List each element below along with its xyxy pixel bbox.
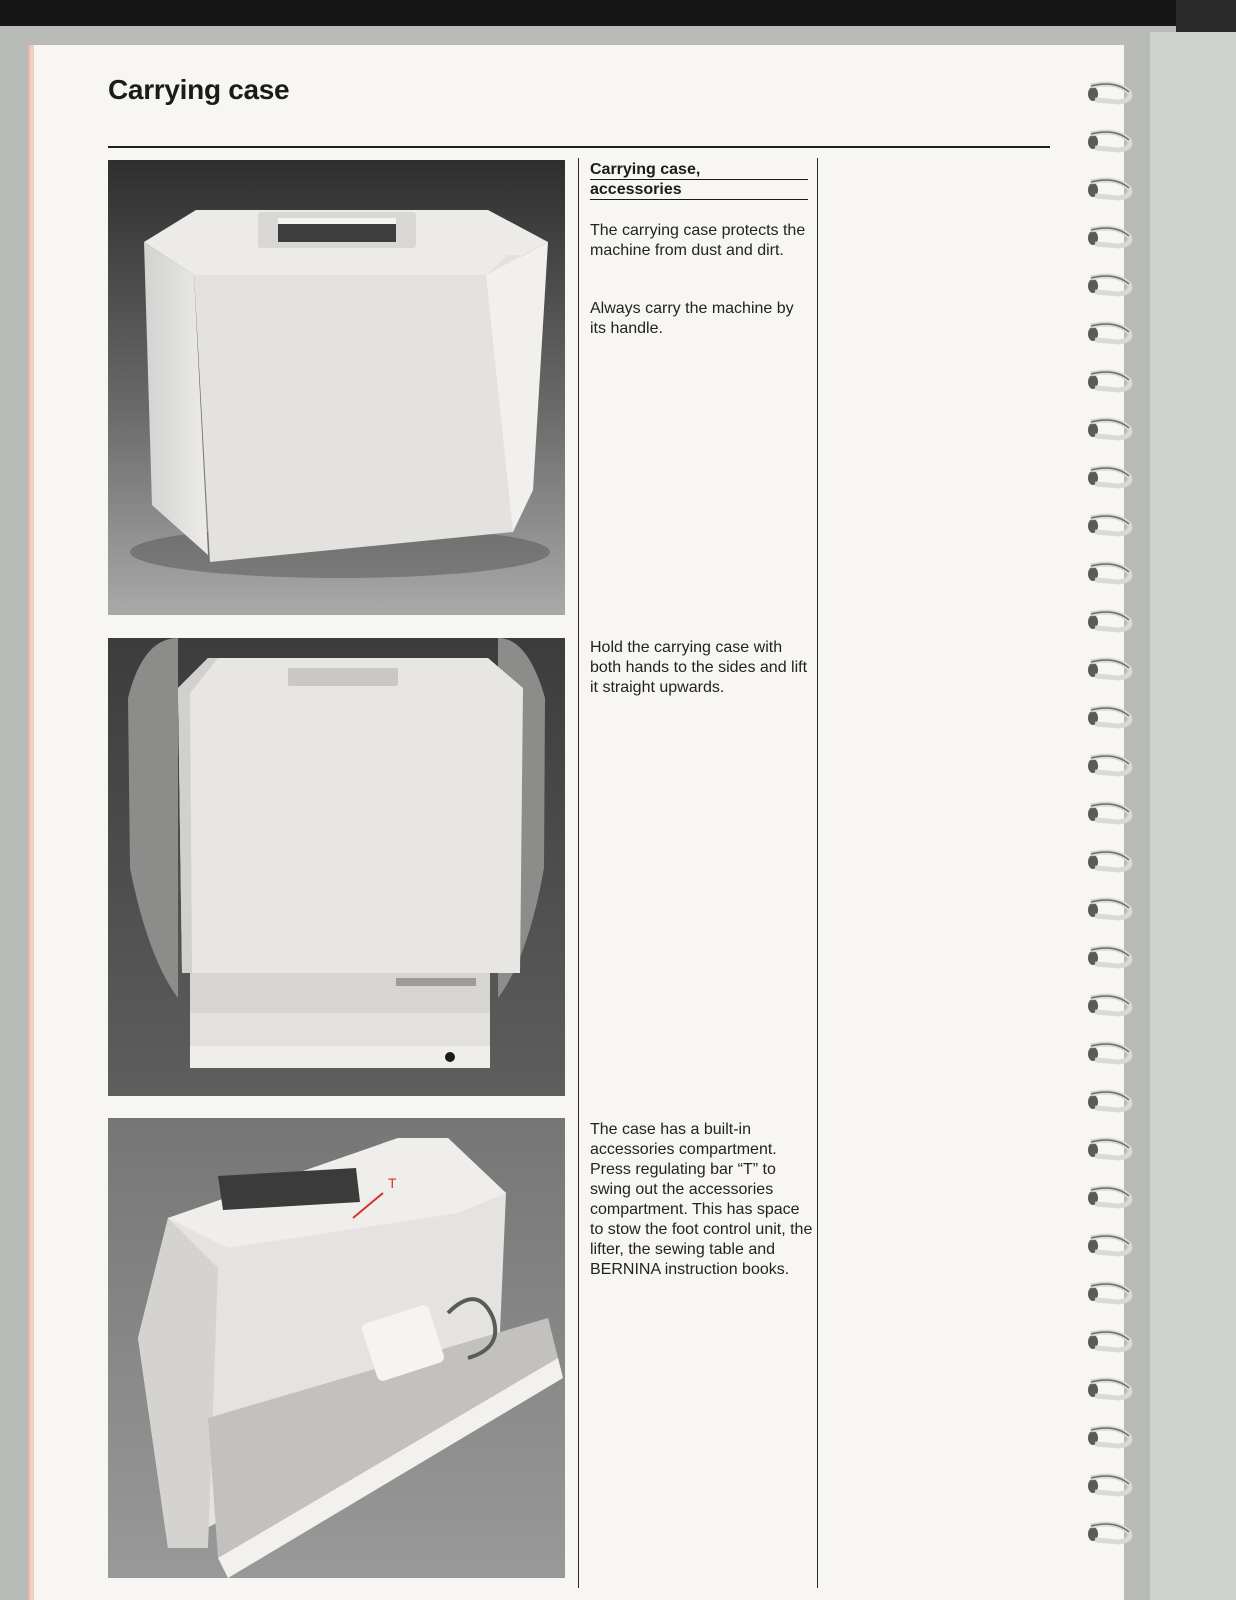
section-heading <box>590 160 808 200</box>
binding-ring <box>1088 948 1130 966</box>
binding-ring <box>1088 132 1130 150</box>
paragraph-lifting: Hold the carrying case with both hands to the sides and lift it straight upwards. <box>590 639 808 696</box>
spiral-binding <box>1085 78 1145 1600</box>
binding-ring <box>1088 660 1130 678</box>
binding-ring <box>1088 420 1130 438</box>
column-divider-left <box>578 158 579 1588</box>
paragraph-protection: The carrying case protects the machine from dust and dirt. <box>590 222 806 259</box>
binding-ring <box>1088 1476 1130 1494</box>
scan-top-edge <box>0 0 1236 26</box>
binding-ring <box>1088 1524 1130 1542</box>
binding-ring <box>1088 804 1130 822</box>
binding-ring <box>1088 1284 1130 1302</box>
binding-ring <box>1088 708 1130 726</box>
binding-ring <box>1088 468 1130 486</box>
photo-carrying-case <box>108 160 565 615</box>
binding-ring <box>1088 372 1130 390</box>
binding-ring <box>1088 1428 1130 1446</box>
binding-ring <box>1088 1188 1130 1206</box>
paragraph-accessories: The case has a built-in accessories compartment. Press regulating bar “T” to swing out the accessories compartment. This has space to stow the foot control unit, the lifter, the sewing table and BERNINA instruction books. <box>590 1121 813 1278</box>
binding-ring <box>1088 1236 1130 1254</box>
binding-ring <box>1088 852 1130 870</box>
binding-ring <box>1088 1140 1130 1158</box>
photo-callout-t: T <box>388 1175 397 1191</box>
binding-ring <box>1088 180 1130 198</box>
section-heading-line2: accessories <box>590 180 808 200</box>
title-rule <box>108 146 1050 148</box>
column-divider-right <box>817 158 818 1588</box>
binding-ring <box>1088 1380 1130 1398</box>
page-title: Carrying case <box>108 74 290 105</box>
binding-ring <box>1088 564 1130 582</box>
binding-ring <box>1088 1332 1130 1350</box>
photo-lifting-case <box>108 638 565 1096</box>
photo-accessories-compartment <box>108 1118 565 1578</box>
binding-ring <box>1088 84 1130 102</box>
section-heading-line1: Carrying case, <box>590 160 808 180</box>
back-sheet <box>1150 32 1236 1600</box>
binding-ring <box>1088 900 1130 918</box>
binding-ring <box>1088 612 1130 630</box>
binding-ring <box>1088 228 1130 246</box>
binding-ring <box>1088 996 1130 1014</box>
binding-ring <box>1088 516 1130 534</box>
binding-ring <box>1088 276 1130 294</box>
paragraph-carry-handle: Always carry the machine by its handle. <box>590 300 794 337</box>
binding-ring <box>1088 1092 1130 1110</box>
binding-ring <box>1088 756 1130 774</box>
binding-ring <box>1088 324 1130 342</box>
binding-ring <box>1088 1044 1130 1062</box>
